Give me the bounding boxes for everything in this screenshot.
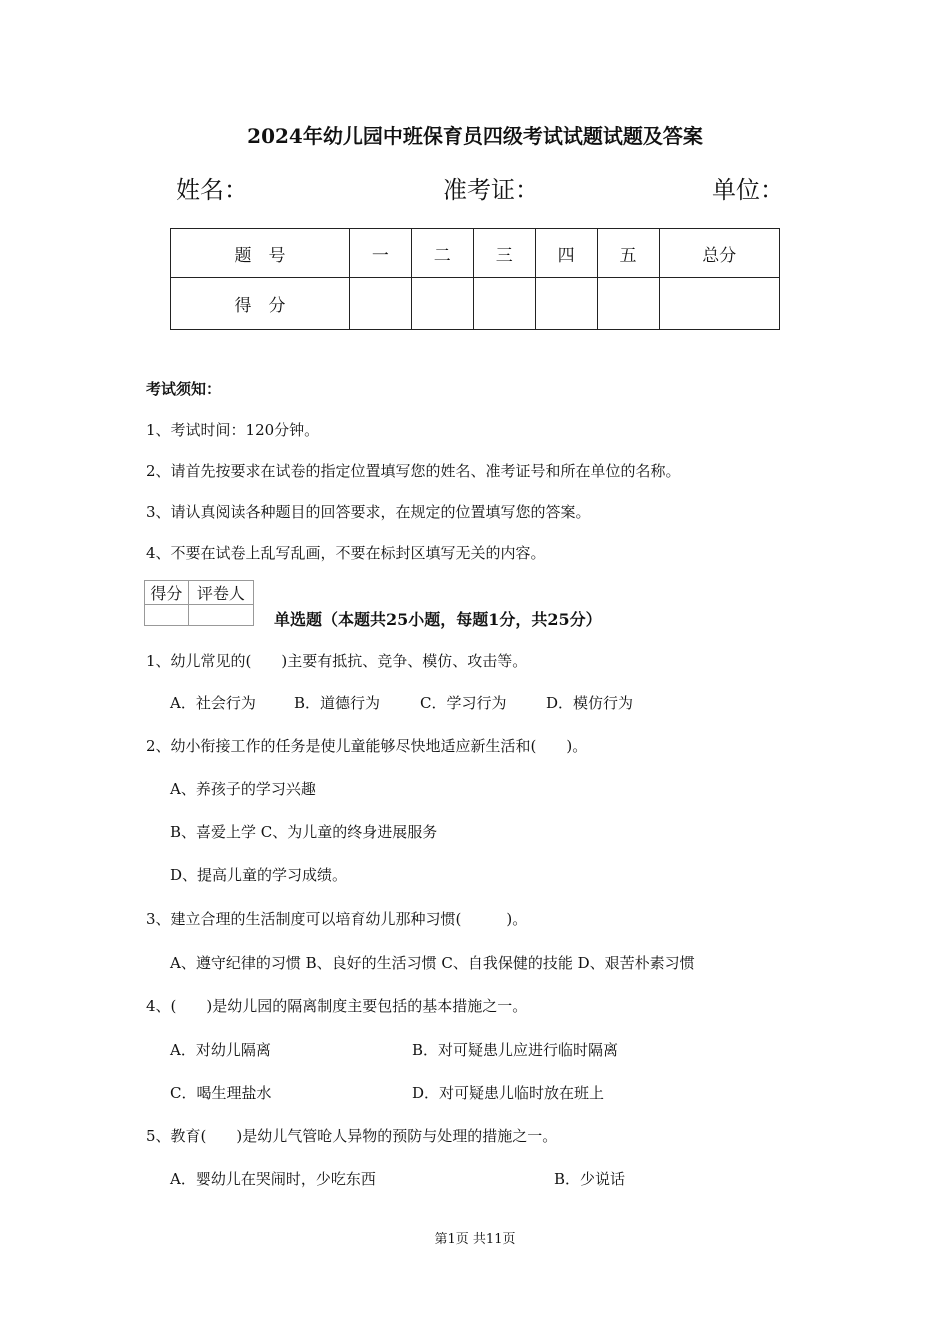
question-stem: 1、幼儿常见的( )主要有抵抗、竞争、模仿、攻击等。 xyxy=(146,652,528,670)
score-input-cell[interactable] xyxy=(349,278,411,330)
question-option: C．学习行为 xyxy=(420,694,507,712)
question-option: B．对可疑患儿应进行临时隔离 xyxy=(412,1041,619,1059)
question-option: B．道德行为 xyxy=(294,694,381,712)
question-option: B．少说话 xyxy=(554,1170,626,1188)
score-header-cell: 五 xyxy=(597,229,659,278)
question-option: A．婴幼儿在哭闹时，少吃东西 xyxy=(170,1170,376,1188)
score-table xyxy=(170,228,780,330)
notice-item: 4、不要在试卷上乱写乱画，不要在标封区填写无关的内容。 xyxy=(146,544,546,562)
name-label: 姓名： xyxy=(176,176,248,204)
question-option: D．对可疑患儿临时放在班上 xyxy=(412,1084,605,1102)
page-footer: 第1页 共11页 xyxy=(434,1232,516,1247)
score-row-label: 得 分 xyxy=(171,278,350,330)
score-input-cell[interactable] xyxy=(535,278,597,330)
question-stem: 4、( )是幼儿园的隔离制度主要包括的基本措施之一。 xyxy=(146,997,528,1015)
notice-item: 1、考试时间：120分钟。 xyxy=(146,421,320,439)
score-table-score-row xyxy=(171,278,780,330)
notice-heading: 考试须知： xyxy=(146,380,222,398)
score-input-cell[interactable] xyxy=(473,278,535,330)
section-title: 单选题（本题共25小题，每题1分，共25分） xyxy=(274,610,602,629)
grader-reviewer-label: 评卷人 xyxy=(188,581,253,605)
exam-id-label: 准考证： xyxy=(443,176,539,204)
question-option: A、养孩子的学习兴趣 xyxy=(170,780,316,798)
score-header-cell: 四 xyxy=(535,229,597,278)
question-option: D．模仿行为 xyxy=(546,694,634,712)
grader-score-cell[interactable] xyxy=(145,605,189,626)
score-header-cell: 总分 xyxy=(659,229,779,278)
question-stem: 2、幼小衔接工作的任务是使儿童能够尽快地适应新生活和( )。 xyxy=(146,737,588,755)
score-header-cell: 一 xyxy=(349,229,411,278)
grader-table xyxy=(144,580,254,626)
question-option: A、遵守纪律的习惯 B、良好的生活习惯 C、自我保健的技能 D、艰苦朴素习惯 xyxy=(170,954,695,972)
score-table-header-row xyxy=(171,229,780,278)
score-input-cell[interactable] xyxy=(597,278,659,330)
question-option: A．对幼儿隔离 xyxy=(170,1041,271,1059)
question-option: C．喝生理盐水 xyxy=(170,1084,272,1102)
score-header-cell: 三 xyxy=(473,229,535,278)
notice-item: 3、请认真阅读各种题目的回答要求，在规定的位置填写您的答案。 xyxy=(146,503,591,521)
document-title: 2024年幼儿园中班保育员四级考试试题试题及答案 xyxy=(247,124,703,148)
unit-label: 单位： xyxy=(712,176,784,204)
grader-score-label: 得分 xyxy=(145,581,189,605)
question-option: D、提高儿童的学习成绩。 xyxy=(170,866,348,884)
question-stem: 5、教育( )是幼儿气管呛人异物的预防与处理的措施之一。 xyxy=(146,1127,558,1145)
score-header-cell: 二 xyxy=(411,229,473,278)
score-input-cell[interactable] xyxy=(659,278,779,330)
notice-item: 2、请首先按要求在试卷的指定位置填写您的姓名、准考证号和所在单位的名称。 xyxy=(146,462,681,480)
question-stem: 3、建立合理的生活制度可以培育幼儿那种习惯( )。 xyxy=(146,910,528,928)
grader-reviewer-cell[interactable] xyxy=(188,605,253,626)
question-option: B、喜爱上学 C、为儿童的终身进展服务 xyxy=(170,823,438,841)
question-option: A．社会行为 xyxy=(170,694,256,712)
score-input-cell[interactable] xyxy=(411,278,473,330)
score-header-cell: 题 号 xyxy=(171,229,350,278)
